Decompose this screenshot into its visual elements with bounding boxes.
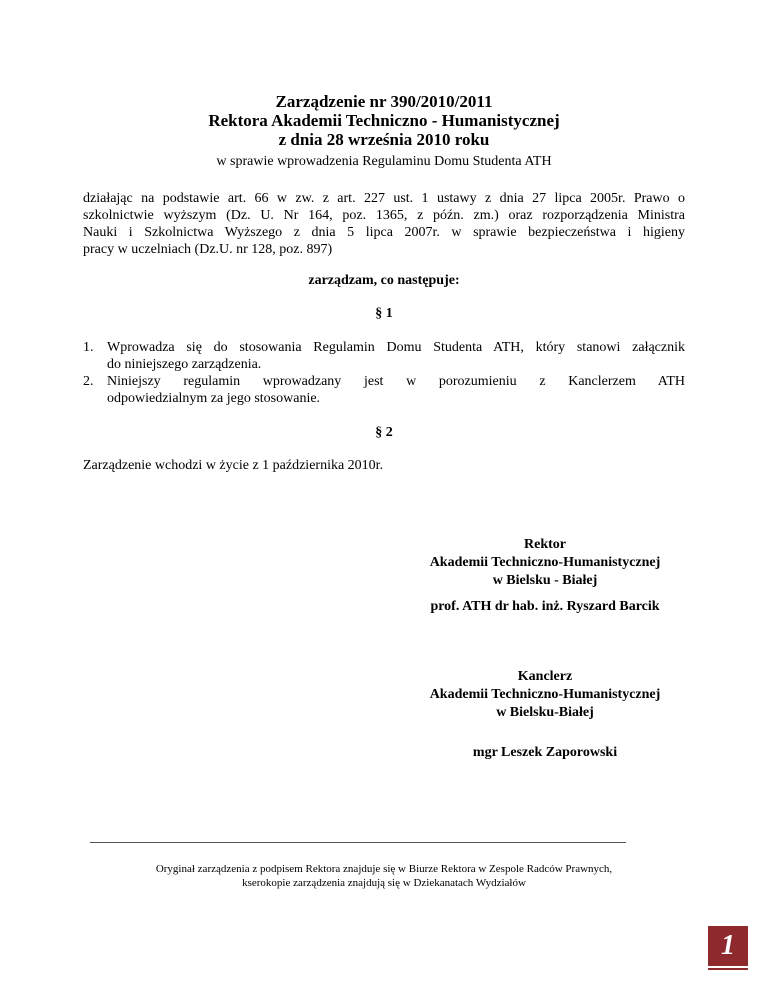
preamble-line: Nauki i Szkolnictwa Wyższego z dnia 5 lipca 2007r. w sprawie bezpieczeństwa i higieny (83, 225, 685, 240)
list-item-line: Wprowadza się do stosowania Regulamin Domu Studenta ATH, który stanowi załącznik (107, 340, 685, 355)
footer-line-2: kserokopie zarządzenia znajdują się w Dziekanatach Wydziałów (242, 877, 526, 889)
preamble-paragraph (83, 190, 685, 258)
title-line-1: Zarządzenie nr 390/2010/2011 (275, 92, 493, 111)
document-subject: w sprawie wprowadzenia Regulaminu Domu Studenta ATH (216, 154, 552, 169)
chancellor-title: Kanclerz (517, 669, 573, 684)
footer-divider (90, 842, 626, 843)
rector-name: prof. ATH dr hab. inż. Ryszard Barcik (430, 599, 660, 614)
section-1-heading: § 1 (375, 306, 393, 321)
list-item-line: odpowiedzialnym za jego stosowanie. (107, 391, 321, 406)
page-number-underline (708, 968, 748, 970)
decree-statement: zarządzam, co następuje: (308, 273, 460, 288)
list-item (83, 373, 685, 407)
preamble-line: szkolnictwie wyższym (Dz. U. Nr 164, poz. 1365, z późn. zm.) oraz rozporządzenia Ministra (83, 208, 685, 223)
footer-line-1: Oryginał zarządzenia z podpisem Rektora znajduje się w Biurze Rektora w Zespole Radców Prawnych, (155, 863, 613, 875)
footer-note (0, 862, 768, 890)
chancellor-institution: Akademii Techniczno-Humanistycznej (429, 687, 661, 702)
rector-signature-block (400, 536, 690, 590)
section-2-text: Zarządzenie wchodzi w życie z 1 października 2010r. (83, 458, 384, 473)
chancellor-name: mgr Leszek Zaporowski (472, 745, 618, 760)
title-line-2: Rektora Akademii Techniczno - Humanistycznej (208, 111, 560, 130)
list-item-number: 2. (83, 374, 94, 389)
section-2-heading: § 2 (375, 425, 393, 440)
chancellor-city: w Bielsku-Białej (496, 705, 594, 720)
chancellor-signature-block (400, 668, 690, 722)
list-item-line: Niniejszy regulamin wprowadzany jest w porozumieniu z Kanclerzem ATH (107, 374, 685, 389)
title-line-3: z dnia 28 września 2010 roku (278, 130, 490, 149)
page-number: 1 (708, 926, 748, 966)
rector-institution: Akademii Techniczno-Humanistycznej (429, 555, 661, 570)
list-item-line: do niniejszego zarządzenia. (107, 357, 262, 372)
preamble-line: działając na podstawie art. 66 w zw. z art. 227 ust. 1 ustawy z dnia 27 lipca 2005r. Prawo o (83, 191, 685, 206)
preamble-line: pracy w uczelniach (Dz.U. nr 128, poz. 897) (83, 242, 333, 257)
document-title (0, 92, 768, 149)
rector-title: Rektor (524, 537, 566, 552)
list-item-number: 1. (83, 340, 94, 355)
list-item (83, 339, 685, 373)
rector-city: w Bielsku - Białej (492, 573, 598, 588)
section-1-list (83, 339, 685, 407)
